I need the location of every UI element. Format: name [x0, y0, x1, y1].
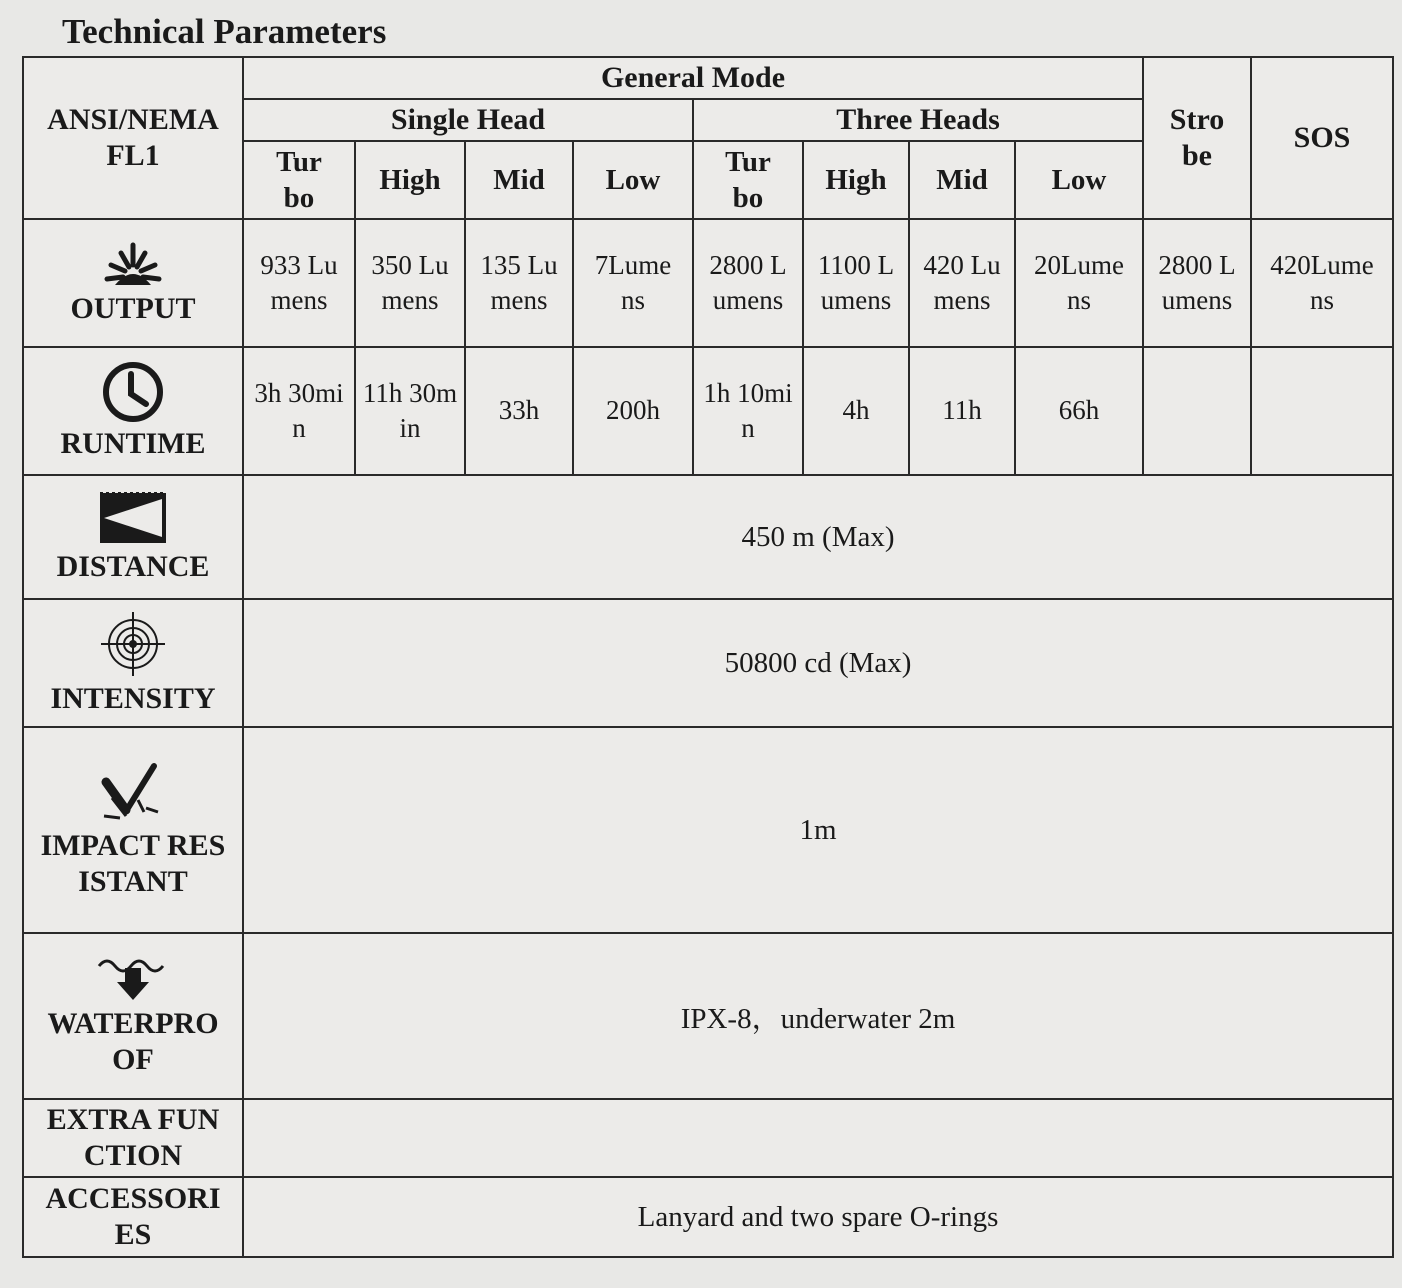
output-label-cell: OUTPUT [23, 219, 243, 347]
three-heads-header: Three Heads [693, 99, 1143, 141]
runtime-value: 1h 10min [693, 347, 803, 475]
impact-value: 1m [243, 727, 1393, 933]
mode-header: Low [1015, 141, 1143, 219]
output-value: 2800 Lumens [693, 219, 803, 347]
runtime-value: 33h [465, 347, 573, 475]
intensity-row [23, 599, 1393, 727]
output-value: 7Lumens [573, 219, 693, 347]
sunburst-icon [93, 239, 173, 289]
beam-distance-icon [96, 489, 170, 547]
accessories-row [23, 1177, 1393, 1257]
impact-icon [98, 760, 168, 826]
runtime-value: 4h [803, 347, 909, 475]
runtime-value: 3h 30min [243, 347, 355, 475]
mode-header: Turbo [243, 141, 355, 219]
header-row-general [23, 57, 1393, 99]
clock-icon [98, 360, 168, 424]
single-head-header: Single Head [243, 99, 693, 141]
runtime-row [23, 347, 1393, 475]
accessories-label-cell: ACCESSORIES [23, 1177, 243, 1257]
mode-header: Low [573, 141, 693, 219]
accessories-value: Lanyard and two spare O-rings [243, 1177, 1393, 1257]
impact-label-cell: IMPACT RESISTANT [23, 727, 243, 933]
output-value: 20Lumens [1015, 219, 1143, 347]
runtime-value [1251, 347, 1393, 475]
output-value: 135 Lumens [465, 219, 573, 347]
distance-row [23, 475, 1393, 599]
waterproof-value: IPX-8，underwater 2m [243, 933, 1393, 1099]
output-value: 933 Lumens [243, 219, 355, 347]
output-value: 420Lumens [1251, 219, 1393, 347]
target-icon [98, 609, 168, 679]
sos-header: SOS [1251, 57, 1393, 219]
runtime-value: 66h [1015, 347, 1143, 475]
page-title: Technical Parameters [62, 12, 387, 51]
runtime-value [1143, 347, 1251, 475]
water-drop-icon [93, 954, 173, 1004]
intensity-label-cell: INTENSITY [23, 599, 243, 727]
mode-header: High [355, 141, 465, 219]
output-value: 350 Lumens [355, 219, 465, 347]
runtime-value: 200h [573, 347, 693, 475]
output-value: 1100 Lumens [803, 219, 909, 347]
runtime-label-cell: RUNTIME [23, 347, 243, 475]
impact-row [23, 727, 1393, 933]
extra-function-value [243, 1099, 1393, 1177]
waterproof-row [23, 933, 1393, 1099]
output-value: 420 Lumens [909, 219, 1015, 347]
intensity-value: 50800 cd (Max) [243, 599, 1393, 727]
mode-header: High [803, 141, 909, 219]
strobe-header: Strobe [1143, 57, 1251, 219]
runtime-value: 11h [909, 347, 1015, 475]
distance-value: 450 m (Max) [243, 475, 1393, 599]
output-value: 2800 Lumens [1143, 219, 1251, 347]
distance-label-cell: DISTANCE [23, 475, 243, 599]
waterproof-label-cell: WATERPROOF [23, 933, 243, 1099]
general-mode-header: General Mode [243, 57, 1143, 99]
extra-function-label-cell: EXTRA FUNCTION [23, 1099, 243, 1177]
output-row [23, 219, 1393, 347]
extra-function-row [23, 1099, 1393, 1177]
technical-parameters-table [22, 56, 1394, 1258]
runtime-value: 11h 30min [355, 347, 465, 475]
mode-header: Mid [465, 141, 573, 219]
standard-header: ANSI/NEMA FL1 [23, 57, 243, 219]
mode-header: Turbo [693, 141, 803, 219]
mode-header: Mid [909, 141, 1015, 219]
